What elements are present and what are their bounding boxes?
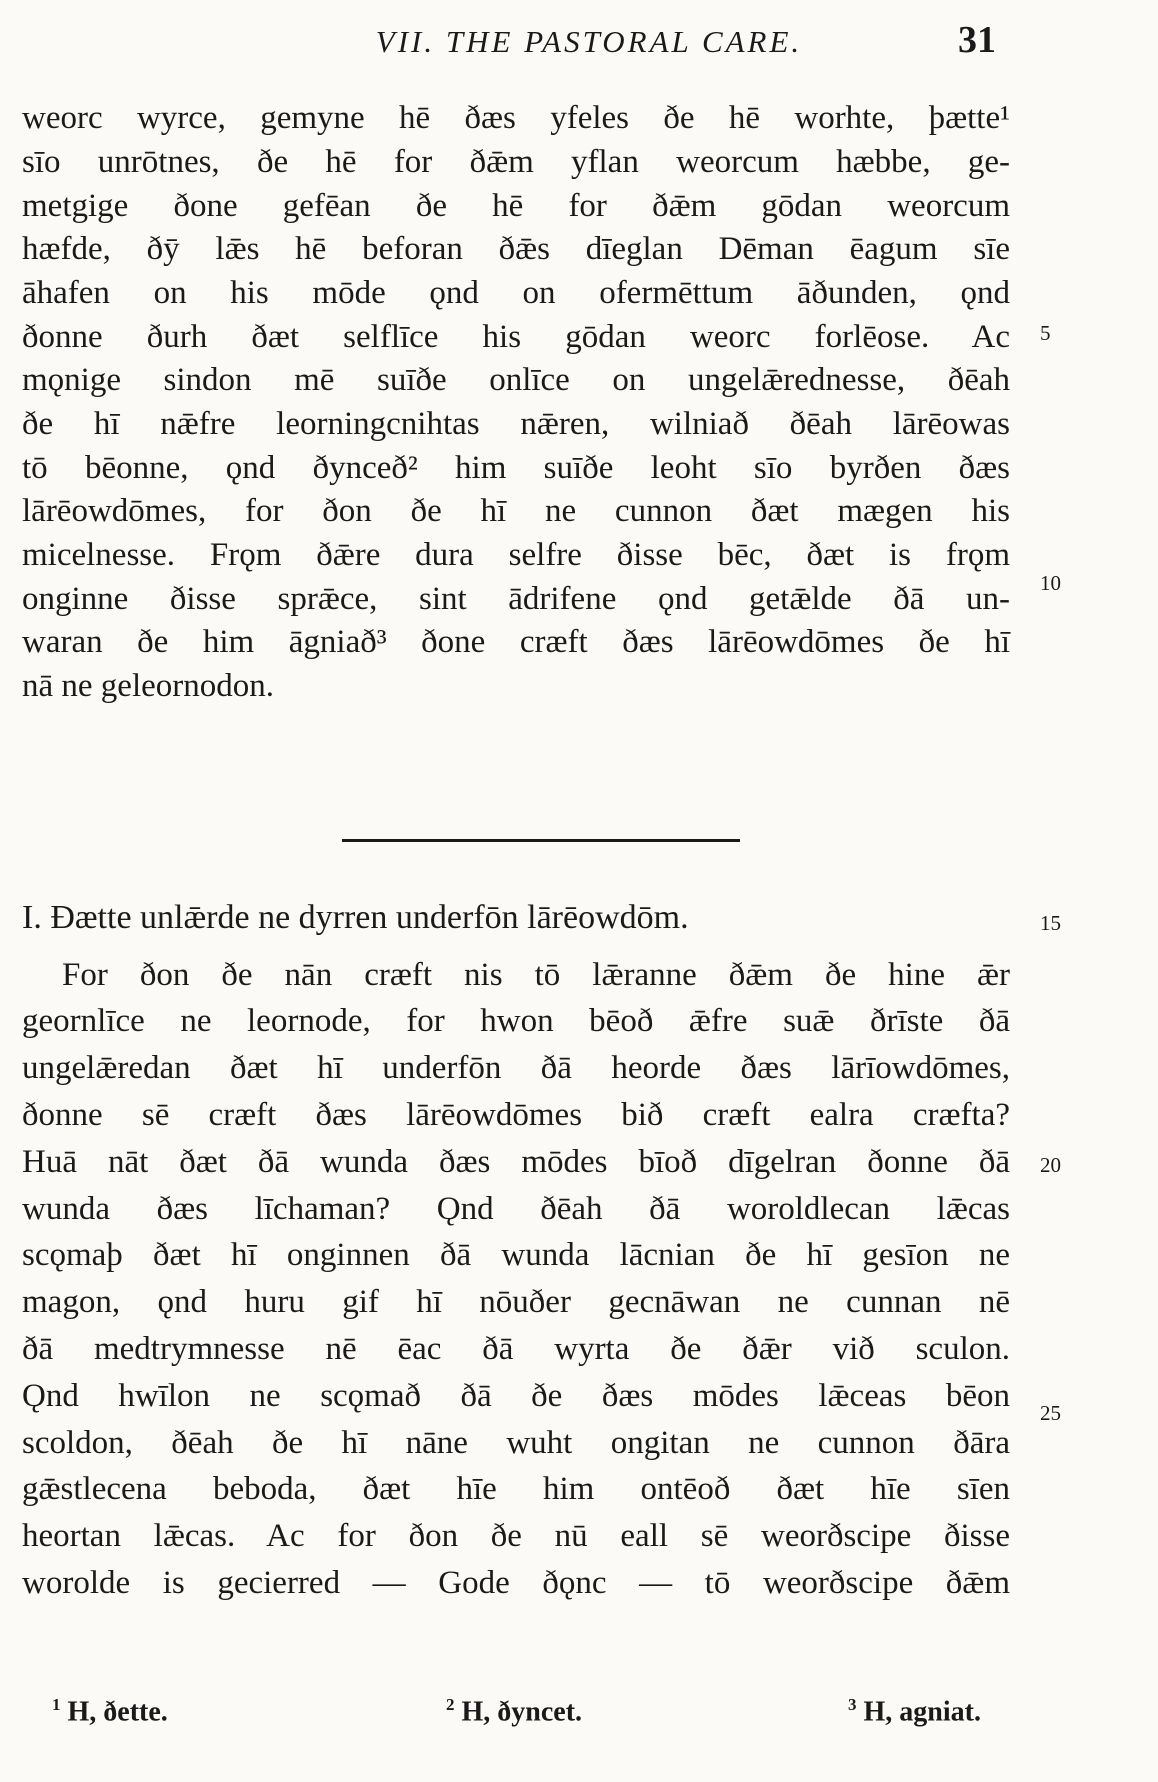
text-line: āhafen on his mōde ǫnd on ofermēttum āðunden, ǫnd [22,275,1010,311]
footnote [446,1685,582,1732]
line-number: 25 [1040,1401,1061,1425]
running-header [0,18,1158,68]
text-line: hæfde, ðȳ lǣs hē beforan ðǣs dīeglan Dēman ēagum sīe [22,231,1010,267]
text-line: magon, ǫnd huru gif hī nōuðer gecnāwan ne cunnan nē [22,1284,1010,1320]
text-line: mǫnige sindon mē suīðe onlīce on ungelǣrednesse, ðēah [22,362,1010,398]
text-line: ðonne ðurh ðæt selflīce his gōdan weorc forlēose. Ac [22,319,1010,355]
footnote [848,1685,981,1732]
text-line: nā ne geleornodon. [22,668,274,704]
text-line: ungelǣredan ðæt hī underfōn ðā heorde ðæs lārīowdōmes, [22,1050,1010,1086]
footnote-marker: 1 [52,1695,61,1714]
text-line: ðonne sē cræft ðæs lārēowdōmes bið cræft ealra cræfta? [22,1097,1010,1133]
text-line: wunda ðæs līchaman? Ǫnd ðēah ðā woroldlecan lǣcas [22,1191,1010,1227]
footnote-text: H, ðyncet. [461,1696,583,1728]
line-number: 5 [1040,321,1051,345]
text-line: sīo unrōtnes, ðe hē for ðǣm yflan weorcum hæbbe, ge- [22,144,1010,180]
text-line: ðe hī nǣfre leorningcnihtas nǣren, wilniað ðēah lārēowas [22,406,1010,442]
text-line: Ǫnd hwīlon ne scǫmað ðā ðe ðæs mōdes lǣceas bēon [22,1378,1010,1414]
text-line: weorc wyrce, gemyne hē ðæs yfeles ðe hē worhte, þætte¹ [22,100,1010,136]
footnote [52,1685,168,1732]
text-line: heortan lǣcas. Ac for ðon ðe nū eall sē weorðscipe ðisse [22,1518,1010,1554]
running-title: VII. THE PASTORAL CARE. [375,24,803,59]
line-number: 10 [1040,571,1061,595]
line-number: 20 [1040,1153,1061,1177]
text-line: Huā nāt ðæt ðā wunda ðæs mōdes bīoð dīgelran ðonne ðā [22,1144,1010,1180]
section-divider [342,839,740,842]
footnote-marker: 3 [848,1695,857,1714]
section-heading: I. Ðætte unlǣrde ne dyrren underfōn lārēowdōm. [22,899,689,936]
footnote-text: H, ðette. [67,1696,168,1728]
text-line: gǣstlecena beboda, ðæt hīe him ontēoð ðæt hīe sīen [22,1471,1010,1507]
text-line: tō bēonne, ǫnd ðynceð² him suīðe leoht sīo byrðen ðæs [22,450,1010,486]
footnote-marker: 2 [446,1695,455,1714]
text-line: scoldon, ðēah ðe hī nāne wuht ongitan ne cunnon ðāra [22,1425,1010,1461]
text-line: geornlīce ne leornode, for hwon bēoð ǣfre suǣ ðrīste ðā [22,1003,1010,1039]
footnote-text: H, agniat. [863,1696,981,1728]
text-line: micelnesse. Frǫm ðǣre dura selfre ðisse bēc, ðæt is frǫm [22,537,1010,573]
text-line: worolde is gecierred — Gode ðǫnc — tō weorðscipe ðǣm [22,1565,1010,1601]
page-number: 31 [958,19,996,61]
text-line: waran ðe him āgniað³ ðone cræft ðæs lārēowdōmes ðe hī [22,624,1010,660]
text-line: ðā medtrymnesse nē ēac ðā wyrta ðe ðǣr við sculon. [22,1331,1010,1367]
text-line: lārēowdōmes, for ðon ðe hī ne cunnon ðæt mægen his [22,493,1010,529]
text-line: For ðon ðe nān cræft nis tō lǣranne ðǣm ðe hine ǣr [62,957,1010,993]
text-line: scǫmaþ ðæt hī onginnen ðā wunda lācnian ðe hī gesīon ne [22,1237,1010,1273]
text-line: metgige ðone gefēan ðe hē for ðǣm gōdan weorcum [22,188,1010,224]
text-line: onginne ðisse sprǣce, sint ādrifene ǫnd getǣlde ðā un- [22,581,1010,617]
line-number: 15 [1040,911,1061,935]
